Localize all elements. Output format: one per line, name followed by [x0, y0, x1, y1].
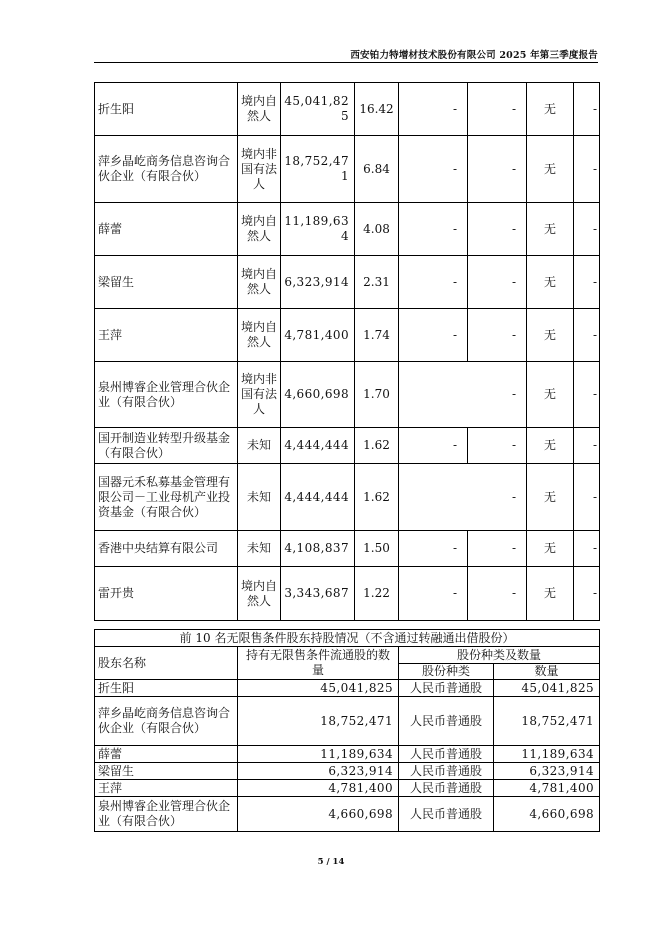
pledge-status: 无 [527, 83, 574, 136]
share-ratio: 1.70 [355, 362, 399, 428]
shareholder-nature: 境内自然人 [238, 203, 281, 256]
share-type: 人民币普通股 [399, 697, 494, 746]
shareholder-nature: 境内自然人 [238, 256, 281, 309]
shareholder-name: 梁留生 [95, 763, 238, 780]
restricted-lent-shares: - [468, 428, 527, 464]
page-number: 5 / 14 [317, 857, 345, 867]
unrestricted-shares: 45,041,825 [238, 680, 399, 697]
shareholder-name: 梁留生 [95, 256, 238, 309]
share-quantity: 6,323,914 [494, 763, 600, 780]
pledge-status: 无 [527, 136, 574, 203]
shareholder-name: 香港中央结算有限公司 [95, 531, 238, 567]
shares-held: 4,781,400 [281, 309, 355, 362]
pledge-count: - [574, 83, 600, 136]
shares-held: 6,323,914 [281, 256, 355, 309]
table-row [95, 309, 600, 362]
share-quantity: 4,781,400 [494, 780, 600, 797]
shares-held: 45,041,825 [281, 83, 355, 136]
share-ratio: 1.50 [355, 531, 399, 567]
shareholder-name: 薛蕾 [95, 203, 238, 256]
top-shareholders-table [94, 82, 600, 621]
shareholder-nature: 境内非国有法人 [238, 362, 281, 428]
share-quantity: 4,660,698 [494, 797, 600, 832]
table-row [95, 697, 600, 746]
table-row [95, 136, 600, 203]
pledge-count: - [574, 567, 600, 621]
shares-held: 4,108,837 [281, 531, 355, 567]
unrestricted-shares: 6,323,914 [238, 763, 399, 780]
share-quantity: 11,189,634 [494, 746, 600, 763]
share-type: 人民币普通股 [399, 780, 494, 797]
table-row [95, 203, 600, 256]
header-rule [94, 62, 598, 63]
table-row [95, 83, 600, 136]
shareholder-name: 王萍 [95, 309, 238, 362]
table-row [95, 680, 600, 697]
pledge-count: - [574, 531, 600, 567]
table-row [95, 797, 600, 832]
pledge-count: - [574, 203, 600, 256]
pledge-status: 无 [527, 309, 574, 362]
restricted-shares: - [399, 428, 468, 464]
pledge-count: - [574, 362, 600, 428]
share-ratio: 2.31 [355, 256, 399, 309]
table-row [95, 428, 600, 464]
pledge-count: - [574, 136, 600, 203]
pledge-count: - [574, 256, 600, 309]
restricted-shares: - [399, 567, 468, 621]
restricted-lent-shares: - [468, 256, 527, 309]
table-title: 前 10 名无限售条件股东持股情况（不含通过转融通出借股份） [95, 630, 600, 647]
header-unrestricted-shares: 持有无限售条件流通股的数量 [238, 647, 399, 680]
pledge-count: - [574, 428, 600, 464]
share-type: 人民币普通股 [399, 746, 494, 763]
shareholder-nature: 境内非国有法人 [238, 136, 281, 203]
page-header: 西安铂力特增材技术股份有限公司 2025 年第三季度报告 [350, 50, 598, 61]
share-quantity: 45,041,825 [494, 680, 600, 697]
share-ratio: 16.42 [355, 83, 399, 136]
table-row [95, 464, 600, 531]
shareholder-name: 折生阳 [95, 680, 238, 697]
restricted-shares: - [399, 309, 468, 362]
restricted-lent-shares: - [468, 203, 527, 256]
header-shareholder-name: 股东名称 [95, 647, 238, 680]
restricted-shares: - [399, 136, 468, 203]
table-title-row [95, 630, 600, 647]
shareholder-name: 泉州博睿企业管理合伙企业（有限合伙） [95, 797, 238, 832]
pledge-status: 无 [527, 531, 574, 567]
shareholder-name: 雷开贵 [95, 567, 238, 621]
header-share-type: 股份种类 [399, 664, 494, 680]
share-ratio: 4.08 [355, 203, 399, 256]
share-ratio: 1.62 [355, 428, 399, 464]
shareholder-name: 国开制造业转型升级基金（有限合伙） [95, 428, 238, 464]
share-ratio: 1.74 [355, 309, 399, 362]
merged-restricted-cell: - [399, 362, 527, 428]
share-type: 人民币普通股 [399, 763, 494, 780]
shareholder-nature: 境内自然人 [238, 567, 281, 621]
share-ratio: 6.84 [355, 136, 399, 203]
shareholder-name: 折生阳 [95, 83, 238, 136]
table-row [95, 763, 600, 780]
restricted-lent-shares: - [468, 83, 527, 136]
pledge-count: - [574, 309, 600, 362]
pledge-status: 无 [527, 362, 574, 428]
shares-held: 11,189,634 [281, 203, 355, 256]
shareholder-name: 萍乡晶屹商务信息咨询合伙企业（有限合伙） [95, 697, 238, 746]
pledge-status: 无 [527, 428, 574, 464]
shareholder-nature: 未知 [238, 428, 281, 464]
shareholder-name: 王萍 [95, 780, 238, 797]
table-row [95, 780, 600, 797]
table-row [95, 362, 600, 428]
unrestricted-shares: 18,752,471 [238, 697, 399, 746]
table-row [95, 256, 600, 309]
pledge-status: 无 [527, 567, 574, 621]
share-quantity: 18,752,471 [494, 697, 600, 746]
restricted-shares: - [399, 531, 468, 567]
table-row [95, 567, 600, 621]
shareholder-nature: 境内自然人 [238, 83, 281, 136]
share-type: 人民币普通股 [399, 680, 494, 697]
restricted-lent-shares: - [468, 531, 527, 567]
restricted-shares: - [399, 256, 468, 309]
shareholder-nature: 未知 [238, 531, 281, 567]
shares-held: 18,752,471 [281, 136, 355, 203]
unrestricted-shares: 11,189,634 [238, 746, 399, 763]
table-row [95, 531, 600, 567]
merged-restricted-cell: - [399, 464, 527, 531]
header-quantity: 数量 [494, 664, 600, 680]
pledge-count: - [574, 464, 600, 531]
share-ratio: 1.22 [355, 567, 399, 621]
header-share-type-group: 股份种类及数量 [399, 647, 600, 664]
table-header-row [95, 647, 600, 664]
shares-held: 4,444,444 [281, 464, 355, 531]
pledge-status: 无 [527, 464, 574, 531]
share-ratio: 1.62 [355, 464, 399, 531]
shareholder-nature: 未知 [238, 464, 281, 531]
shareholder-nature: 境内自然人 [238, 309, 281, 362]
pledge-status: 无 [527, 256, 574, 309]
restricted-lent-shares: - [468, 567, 527, 621]
pledge-status: 无 [527, 203, 574, 256]
shareholder-name: 泉州博睿企业管理合伙企业（有限合伙） [95, 362, 238, 428]
shares-held: 3,343,687 [281, 567, 355, 621]
shareholder-name: 国器元禾私募基金管理有限公司－工业母机产业投资基金（有限合伙） [95, 464, 238, 531]
table-row [95, 746, 600, 763]
restricted-lent-shares: - [468, 136, 527, 203]
shares-held: 4,660,698 [281, 362, 355, 428]
shareholder-name: 薛蕾 [95, 746, 238, 763]
unrestricted-shares: 4,660,698 [238, 797, 399, 832]
share-type: 人民币普通股 [399, 797, 494, 832]
shares-held: 4,444,444 [281, 428, 355, 464]
unrestricted-shares: 4,781,400 [238, 780, 399, 797]
restricted-lent-shares: - [468, 309, 527, 362]
restricted-shares: - [399, 83, 468, 136]
unrestricted-shareholders-table [94, 629, 600, 832]
restricted-shares: - [399, 203, 468, 256]
shareholder-name: 萍乡晶屹商务信息咨询合伙企业（有限合伙） [95, 136, 238, 203]
